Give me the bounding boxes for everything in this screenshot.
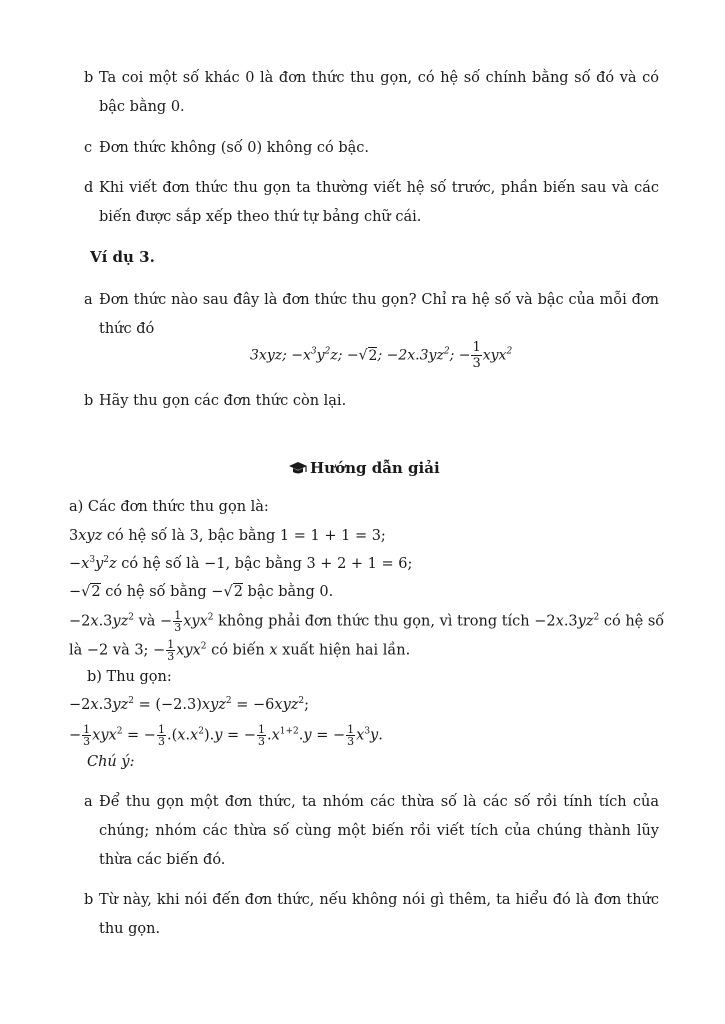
- solution-intro: a) Các đơn thức thu gọn là:: [69, 499, 269, 515]
- list-label: b: [84, 70, 94, 86]
- solution-line-3: −√2 có hệ số bằng −√2 bậc bằng 0.: [69, 584, 334, 600]
- list-label: b: [84, 393, 94, 409]
- list-label: b: [84, 892, 94, 908]
- solution-b-intro: b) Thu gọn:: [87, 669, 172, 685]
- list-text: Từ này, khi nói đến đơn thức, nếu không nói gì thêm, ta hiểu đó là đơn thức thu gọn.: [99, 892, 659, 937]
- example-heading: Ví dụ 3.: [90, 248, 155, 266]
- solution-heading: Hướng dẫn giải: [310, 459, 440, 477]
- list-label: a: [84, 794, 93, 810]
- list-item-c: [84, 134, 659, 163]
- note-heading: Chú ý:: [87, 754, 135, 770]
- list-item-d: [84, 174, 659, 232]
- graduation-cap-icon: [288, 461, 308, 479]
- list-text: Để thu gọn một đơn thức, ta nhóm các thừa số là các số rồi tính tích của chúng; nhóm các thừa số cùng một biến rồi viết tích của chúng thành lũy thừa các biến đó.: [99, 794, 659, 868]
- list-label: a: [84, 292, 93, 308]
- solution-line-4: $-2x.3yz^2$ và − $\frac{1}{3}$ xyx$^2$ không phải đơn thức thu gọn, vì trong tích $-2x.3yz^2$ có hệ số: [69, 609, 665, 634]
- example-item-b: [84, 387, 659, 416]
- solution-line-6: $-2x.3yz^2 = (-2.3)xyz^2 = -6xyz^2$;: [69, 696, 310, 713]
- list-text: Hãy thu gọn các đơn thức còn lại.: [99, 393, 347, 409]
- line-text: có hệ số: [599, 613, 665, 630]
- example-item-a: [84, 286, 659, 344]
- list-label: d: [84, 180, 94, 196]
- line-text: không phải đơn thức thu gọn, vì trong tích −2: [213, 613, 556, 630]
- line-text: có biến: [206, 642, 270, 659]
- solution-line-2: $-x^3y^2z$ có hệ số là −1, bậc bằng 3 + 2 + 1 = 6;: [69, 555, 413, 572]
- line-text: xuất hiện hai lần.: [277, 642, 411, 659]
- line-text: có hệ số bằng −: [100, 584, 224, 600]
- line-text: có hệ số là 3, bậc bằng 1 = 1 + 1 = 3;: [102, 528, 386, 544]
- list-label: c: [84, 140, 93, 156]
- list-text: Đơn thức nào sau đây là đơn thức thu gọn? Chỉ ra hệ số và bậc của mỗi đơn thức đó: [99, 292, 659, 337]
- line-text: có hệ số là −1, bậc bằng 3 + 2 + 1 = 6;: [116, 556, 413, 572]
- list-text: Khi viết đơn thức thu gọn ta thường viết hệ số trước, phần biến sau và các biến được sắp xếp theo thứ tự bảng chữ cái.: [99, 180, 659, 225]
- note-item-b: [84, 886, 659, 944]
- solution-line-7: − $\frac{1}{3}$ xyx$^2$ = − $\frac{1}{3}$ $.(x.x^2).y$ = − $\frac{1}{3}$ $.x^{1+2}.y$ = − $\frac{1}{3}$ $x^3y$.: [69, 723, 383, 748]
- list-text: Ta coi một số khác 0 là đơn thức thu gọn, có hệ số chính bằng số đó và có bậc bằng 0.: [99, 70, 659, 115]
- list-item-b: [84, 64, 659, 122]
- solution-line-5: là −2 và 3; − $\frac{1}{3}$ xyx$^2$ có biến x xuất hiện hai lần.: [69, 638, 411, 663]
- line-text: bậc bằng 0.: [242, 584, 334, 600]
- line-text: là −2 và 3; −: [69, 642, 166, 659]
- solution-heading-row: [288, 459, 440, 479]
- example-expression: 3xyz; $-x^3y^2z$; −√2; $-2x.3yz^2$; − $\frac{1}{3}$ xyx$^2$: [250, 340, 513, 371]
- solution-line-1: 3xyz có hệ số là 3, bậc bằng 1 = 1 + 1 = 3;: [69, 528, 386, 544]
- list-text: Đơn thức không (số 0) không có bậc.: [99, 140, 369, 156]
- note-item-a: [84, 788, 659, 875]
